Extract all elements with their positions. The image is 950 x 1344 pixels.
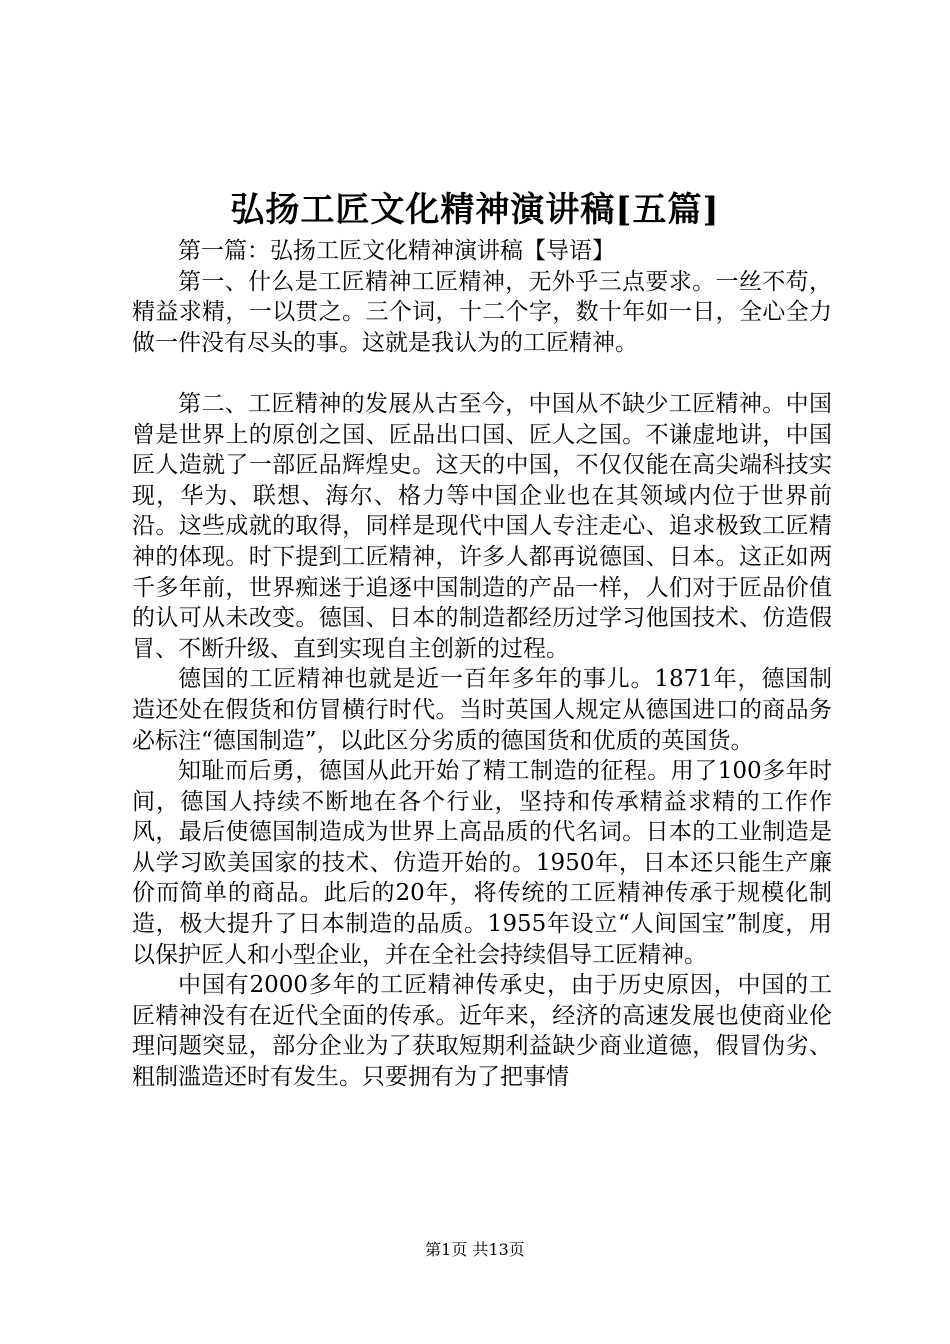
paragraph-3: 德国的工匠精神也就是近一百年多年的事儿。1871年，德国制造还处在假货和仿冒横行时代。当时英国人规定从德国进口的商品务必标注“德国制造”，以此区分劣质的德国货和优质的英国货。 <box>132 666 832 754</box>
page-number-footer: 第1页 共13页 <box>425 1240 525 1259</box>
document-body <box>132 236 832 1093</box>
document-title: 弘扬工匠文化精神演讲稿[五篇] <box>230 190 720 230</box>
paragraph-1: 第一、什么是工匠精神工匠精神，无外乎三点要求。一丝不苟，精益求精，一以贯之。三个词，十二个字，数十年如一日，全心全力做一件没有尽头的事。这就是我认为的工匠精神。 <box>132 268 832 356</box>
paragraph-chapter-heading: 第一篇：弘扬工匠文化精神演讲稿【导语】 <box>178 238 615 264</box>
paragraph-2: 第二、工匠精神的发展从古至今，中国从不缺少工匠精神。中国曾是世界上的原创之国、匠品出口国、匠人之国。不谦虚地讲，中国匠人造就了一部匠品辉煌史。这天的中国，不仅仅能在高尖端科技实现，华为、联想、海尔、格力等中国企业也在其领域内位于世界前沿。这些成就的取得，同样是现代中国人专注走心、追求极致工匠精神的体现。时下提到工匠精神，许多人都再说德国、日本。这正如两千多年前，世界痴迷于追逐中国制造的产品一样，人们对于匠品价值的认可从未改变。德国、日本的制造都经历过学习他国技术、仿造假冒、不断升级、直到实现自主创新的过程。 <box>132 390 832 662</box>
paragraph-4: 知耻而后勇，德国从此开始了精工制造的征程。用了100多年时间，德国人持续不断地在各个行业，坚持和传承精益求精的工作作风，最后使德国制造成为世界上高品质的代名词。日本的工业制造是从学习欧美国家的技术、仿造开始的。1950年，日本还只能生产廉价而简单的商品。此后的20年，将传统的工匠精神传承于规模化制造，极大提升了日本制造的品质。1955年设立“人间国宝”制度，用以保护匠人和小型企业，并在全社会持续倡导工匠精神。 <box>132 758 832 968</box>
paragraph-5: 中国有2000多年的工匠精神传承史，由于历史原因，中国的工匠精神没有在近代全面的传承。近年来，经济的高速发展也使商业伦理问题突显，部分企业为了获取短期利益缺少商业道德，假冒伪劣、粗制滥造还时有发生。只要拥有为了把事情 <box>132 972 832 1091</box>
